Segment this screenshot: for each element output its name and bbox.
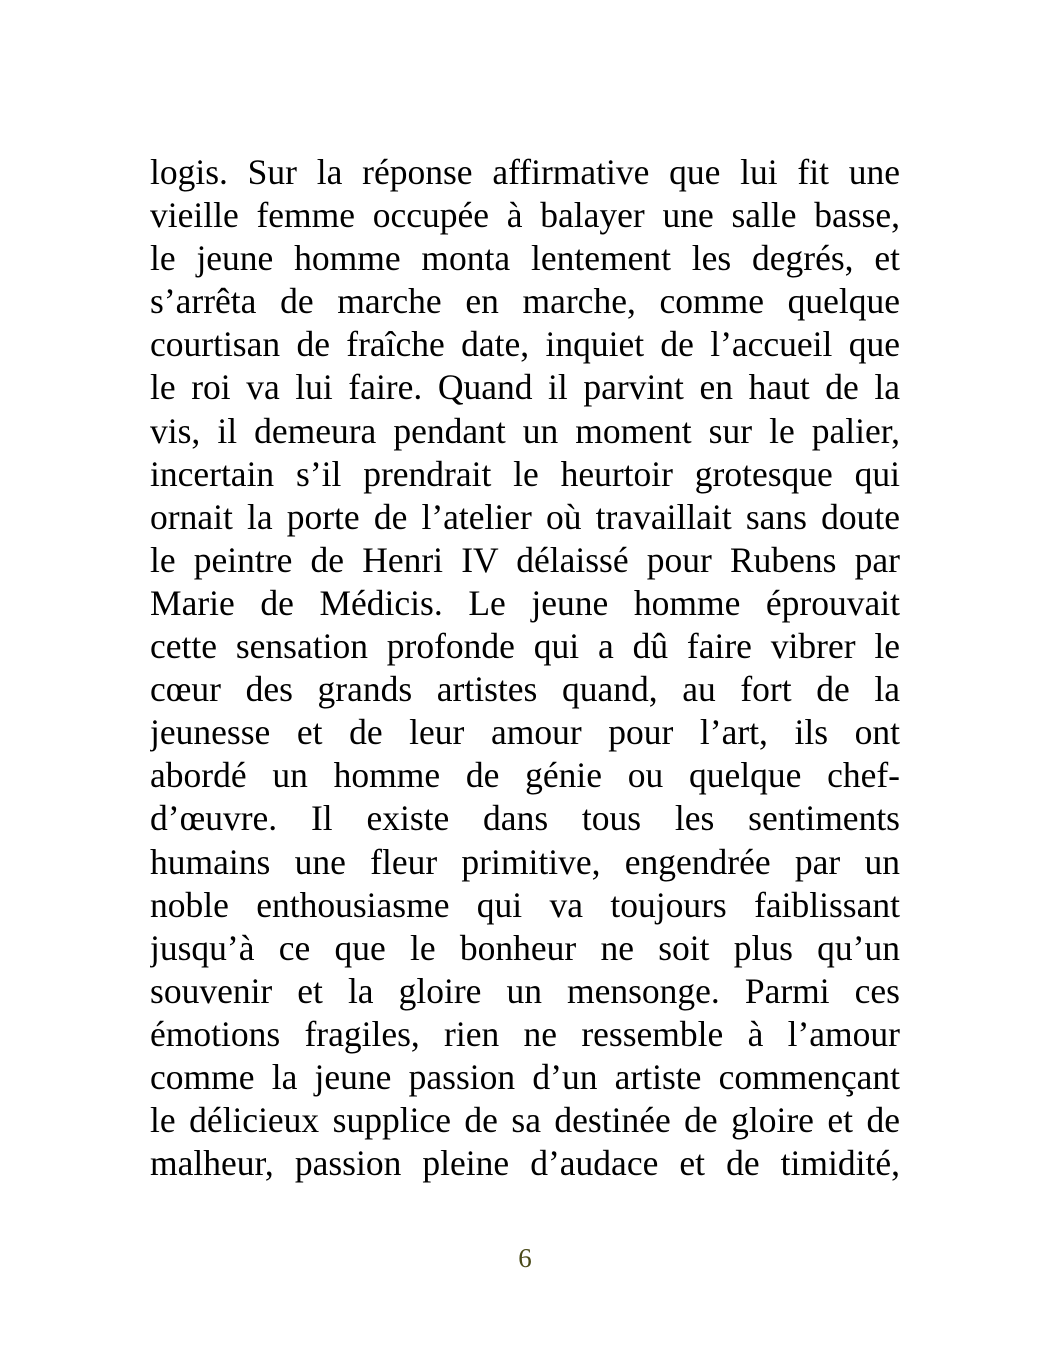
text-line: le peintre de Henri IV délaissé pour Rubens par: [150, 539, 900, 580]
text-line: ornait la porte de l’atelier où travaillait sans doute: [150, 496, 900, 537]
body-text: [150, 151, 900, 1185]
text-line: jeunesse et de leur amour pour l’art, ils ont: [150, 712, 900, 753]
text-line: incertain s’il prendrait le heurtoir grotesque qui: [150, 453, 900, 494]
text-line: cœur des grands artistes quand, au fort de la: [150, 669, 900, 710]
text-line: jusqu’à ce que le bonheur ne soit plus qu’un: [150, 927, 900, 968]
text-line: logis. Sur la réponse affirmative que lui fit une: [150, 152, 900, 192]
text-line: Marie de Médicis. Le jeune homme éprouvait: [150, 582, 900, 623]
text-line: noble enthousiasme qui va toujours faiblissant: [150, 884, 900, 925]
text-line: cette sensation profonde qui a dû faire vibrer le: [150, 626, 900, 667]
text-line: comme la jeune passion d’un artiste commençant: [150, 1056, 900, 1097]
text-line: le jeune homme monta lentement les degrés, et: [150, 238, 900, 279]
text-line: humains une fleur primitive, engendrée par un: [150, 841, 900, 882]
text-line: souvenir et la gloire un mensonge. Parmi ces: [150, 970, 900, 1011]
text-line: vis, il demeura pendant un moment sur le palier,: [150, 410, 900, 451]
text-line: d’œuvre. Il existe dans tous les sentiments: [150, 798, 900, 839]
text-line: vieille femme occupée à balayer une salle basse,: [150, 195, 900, 236]
text-line: s’arrêta de marche en marche, comme quelque: [150, 281, 900, 322]
text-line: émotions fragiles, rien ne ressemble à l’amour: [150, 1013, 900, 1054]
text-line: le délicieux supplice de sa destinée de gloire et de: [150, 1100, 900, 1141]
page-number: 6: [518, 1243, 532, 1273]
text-line: courtisan de fraîche date, inquiet de l’accueil que: [150, 324, 900, 365]
text-line: malheur, passion pleine d’audace et de timidité,: [150, 1143, 900, 1184]
text-line: abordé un homme de génie ou quelque chef-: [150, 755, 900, 796]
text-line: le roi va lui faire. Quand il parvint en haut de la: [150, 367, 900, 408]
